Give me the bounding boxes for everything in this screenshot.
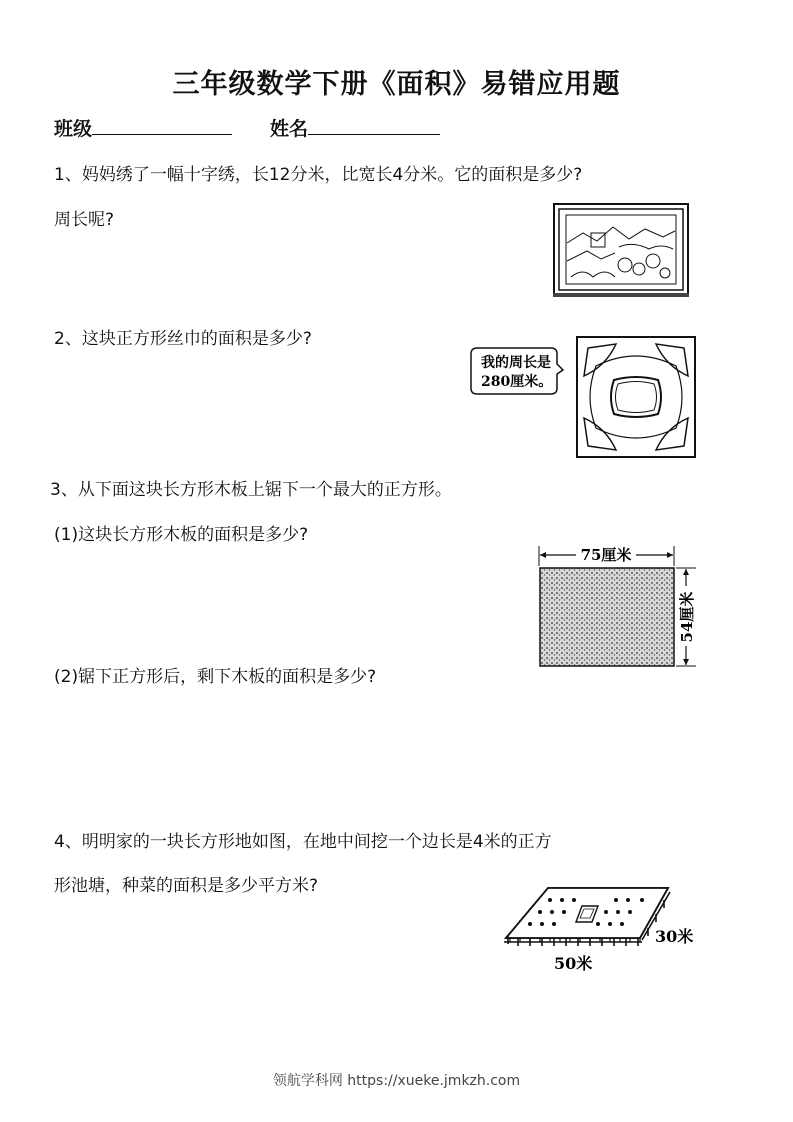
q4-line1: 4、明明家的一块长方形地如图，在地中间挖一个边长是4米的正方 <box>54 832 552 852</box>
footer-source: 领航学科网 https://xueke.jmkzh.com <box>272 1073 521 1089</box>
wood-board-figure <box>536 542 708 670</box>
bubble-line1: 我的周长是 <box>481 355 551 371</box>
q1-line2: 周长呢? <box>54 210 115 230</box>
square-scarf <box>576 336 696 458</box>
cross-stitch-picture <box>553 203 689 297</box>
class-field <box>54 114 232 141</box>
name-field <box>270 114 440 141</box>
name-label: 姓名 <box>270 118 309 140</box>
q1-line1: 1、妈妈绣了一幅十字绣，长12分米，比宽长4分米。它的面积是多少? <box>54 165 583 185</box>
field-width-label: 30米 <box>655 927 694 946</box>
q4-line2: 形池塘，种菜的面积是多少平方米? <box>54 876 319 896</box>
q3-text: 3、从下面这块长方形木板上锯下一个最大的正方形。 <box>50 480 452 500</box>
field-length-label: 50米 <box>554 954 593 973</box>
q3-sub2: (2)锯下正方形后，剩下木板的面积是多少? <box>54 667 377 687</box>
bubble-line2: 280厘米。 <box>481 374 553 390</box>
name-blank[interactable] <box>308 116 440 135</box>
class-blank[interactable] <box>92 116 232 135</box>
board-height-label: 54厘米 <box>678 591 696 643</box>
board-width-label: 75厘米 <box>580 546 632 564</box>
vegetable-field-figure <box>500 880 700 976</box>
q2-text: 2、这块正方形丝巾的面积是多少? <box>54 329 312 349</box>
q3-sub1: (1)这块长方形木板的面积是多少? <box>54 525 309 545</box>
class-label: 班级 <box>54 118 93 140</box>
speech-bubble <box>471 346 563 396</box>
page-title: 三年级数学下册《面积》易错应用题 <box>172 69 621 100</box>
